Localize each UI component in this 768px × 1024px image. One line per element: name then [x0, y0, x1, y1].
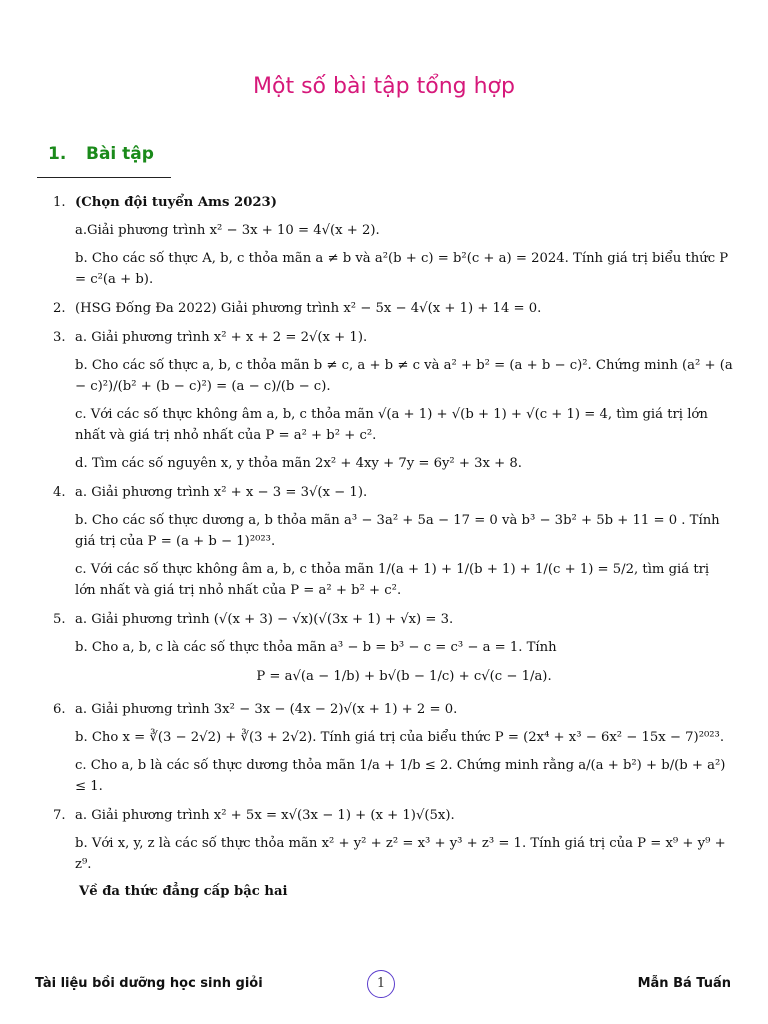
display-equation: P = a√(a − 1/b) + b√(b − 1/c) + c√(c − 1/a). [256, 669, 552, 684]
problem-number: 1. [53, 195, 66, 210]
problem-line: a. Giải phương trình (√(x + 3) − √x)(√(3x + 1) + √x) = 3. [75, 612, 454, 627]
section-number: 1. [48, 144, 67, 164]
problem-line: a. Giải phương trình x² + x + 2 = 2√(x + 1). [75, 330, 368, 345]
problem-number: 4. [53, 485, 66, 500]
problem-number: 7. [53, 808, 66, 823]
problem-number: 6. [53, 702, 66, 717]
problem-list [53, 192, 733, 902]
problem-line: b. Cho a, b, c là các số thực thỏa mãn a³ − b = b³ − c = c³ − a = 1. Tính [75, 640, 557, 655]
problem-7 [53, 805, 733, 875]
problem-line: (HSG Đống Đa 2022) Giải phương trình x² − 5x − 4√(x + 1) + 14 = 0. [75, 301, 542, 316]
problem-line: c. Với các số thực không âm a, b, c thỏa mãn 1/(a + 1) + 1/(b + 1) + 1/(c + 1) = 5/2, tìm giá trị lớn nhất và giá trị nhỏ nhất của P = a² + b² + c². [75, 562, 710, 598]
problem-number: 3. [53, 330, 66, 345]
problem-line: b. Cho các số thực a, b, c thỏa mãn b ≠ c, a + b ≠ c và a² + b² = (a + b − c)². Chứng minh (a² + (a − c)²)/(b² + (b − c)²) = (a − c)/(b − c). [75, 358, 733, 394]
problem-number: 5. [53, 612, 66, 627]
problem-line: a. Giải phương trình x² + 5x = x√(3x − 1) + (x + 1)√(5x). [75, 808, 455, 823]
problem-line: c. Với các số thực không âm a, b, c thỏa mãn √(a + 1) + √(b + 1) + √(c + 1) = 4, tìm giá trị lớn nhất và giá trị nhỏ nhất của P = a² + b² + c². [75, 407, 708, 443]
problem-line: b. Cho các số thực A, b, c thỏa mãn a ≠ b và a²(b + c) = b²(c + a) = 2024. Tính giá trị biểu thức P = c²(a + b). [75, 251, 729, 287]
problem-line: a. Giải phương trình 3x² − 3x − (4x − 2)√(x + 1) + 2 = 0. [75, 702, 458, 717]
section-rule [37, 177, 171, 178]
problem-5 [53, 609, 733, 691]
footer-author: Mẫn Bá Tuấn [637, 976, 731, 991]
problem-line: a. Giải phương trình x² + x − 3 = 3√(x − 1). [75, 485, 368, 500]
problem-line: b. Với x, y, z là các số thực thỏa mãn x² + y² + z² = x³ + y³ + z³ = 1. Tính giá trị của P = x⁹ + y⁹ + z⁹. [75, 836, 726, 872]
section-heading [48, 144, 154, 164]
problem-line: b. Cho x = ∛(3 − 2√2) + ∛(3 + 2√2). Tính giá trị của biểu thức P = (2x⁴ + x³ − 6x² − 15x − 7)²⁰²³. [75, 730, 725, 745]
page-number: 1 [367, 970, 395, 998]
problem-line: a.Giải phương trình x² − 3x + 10 = 4√(x + 2). [75, 223, 380, 238]
problem-line: c. Cho a, b là các số thực dương thỏa mãn 1/a + 1/b ≤ 2. Chứng minh rằng a/(a + b²) + b/(b + a²) ≤ 1. [75, 758, 726, 794]
subheading: Về đa thức đẳng cấp bậc hai [79, 884, 288, 899]
document-title: Một số bài tập tổng hợp [253, 74, 515, 99]
problem-6 [53, 699, 733, 797]
problem-line: (Chọn đội tuyển Ams 2023) [75, 195, 277, 210]
problem-2 [53, 298, 733, 319]
problem-line: b. Cho các số thực dương a, b thỏa mãn a³ − 3a² + 5a − 17 = 0 và b³ − 3b² + 5b + 11 = 0 . Tính giá trị của P = (a + b − 1)²⁰²³. [75, 513, 720, 549]
problem-1 [53, 192, 733, 290]
problem-line: d. Tìm các số nguyên x, y thỏa mãn 2x² + 4xy + 7y = 6y² + 3x + 8. [75, 456, 522, 471]
problem-4 [53, 482, 733, 601]
problem-number: 2. [53, 301, 66, 316]
problem-3 [53, 327, 733, 474]
footer-left-text: Tài liệu bồi dưỡng học sinh giỏi [35, 976, 263, 991]
section-title: Bài tập [86, 144, 154, 164]
